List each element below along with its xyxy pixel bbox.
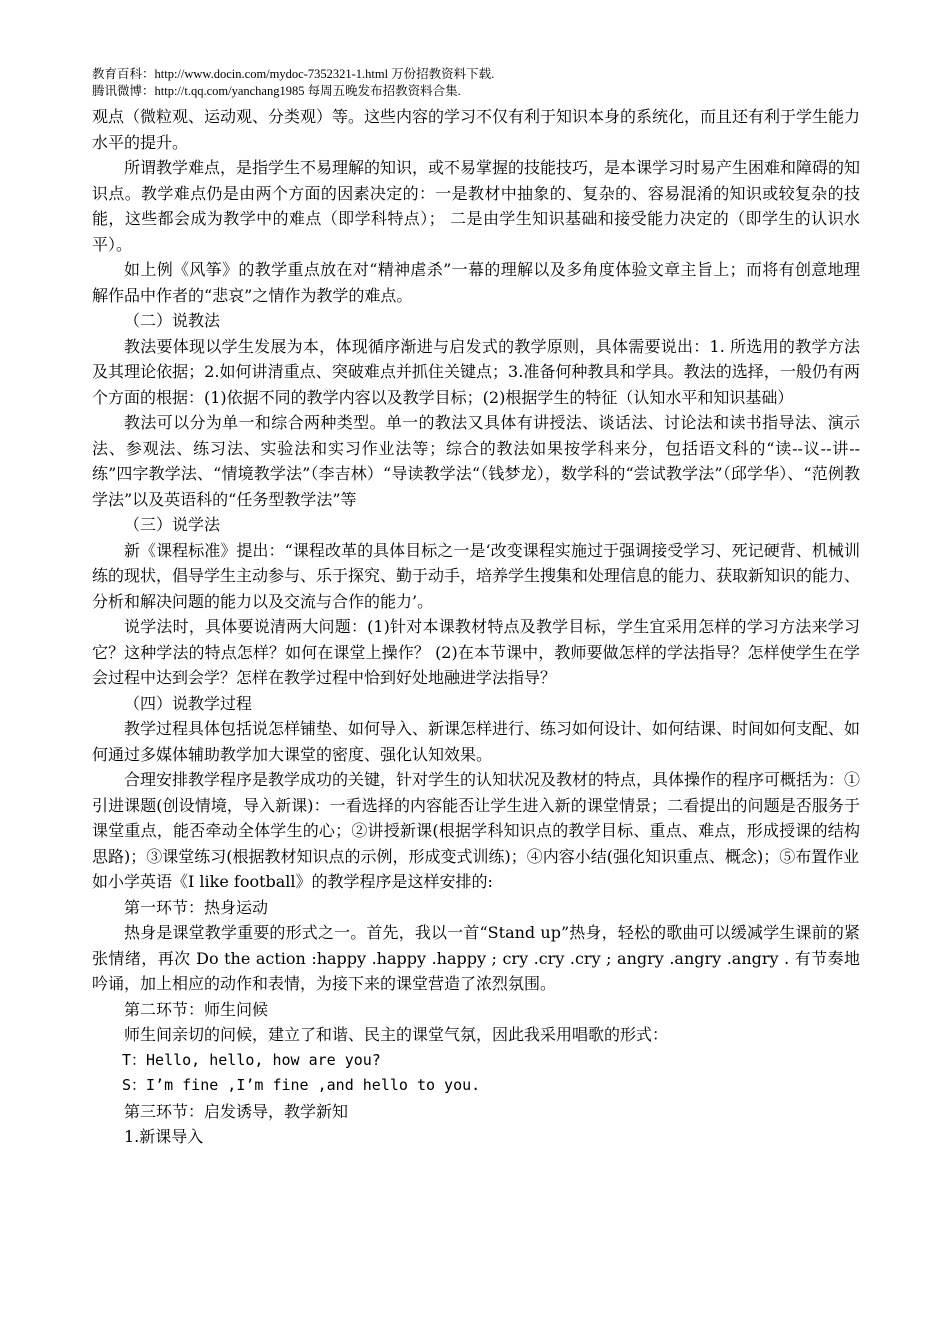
section-heading-teaching-process: （四）说教学过程 <box>124 693 253 713</box>
paragraph-process-steps: 合理安排教学程序是教学成功的关键，针对学生的认知状况及教材的特点，具体操作的程序可概括为：①引进课题(创设情境，导入新课)：一看选择的内容能否让学生进入新的课堂情景；二看提出的问题是否服务于课堂重点，能否牵动全体学生的心；②讲授新课(根据学科知识点的教学目标、重点、难点，形成授课的结构思路)；③课堂练习(根据教材知识点的示例，形成变式训练)；④内容小结(强化知识重点、概念)；⑤布置作业 <box>92 770 861 866</box>
paragraph-english-example: 如小学英语《I like football》的教学程序是这样安排的: <box>92 872 493 891</box>
paragraph-method-types: 教法可以分为单一和综合两种类型。单一的教法又具体有讲授法、谈话法、讨论法和读书指导法、演示法、参观法、练习法、实验法和实习作业法等；综合的教法如果按学科来分，包括语文科的“读--议--讲--练”四字教学法、“情境教学法”（李吉林）“导读教学法“（钱梦龙），数学科的“尝试教学法”（邱学华）、“范例教学法”以及英语科的“任务型教学法”等 <box>92 413 860 509</box>
document-body <box>92 104 860 1150</box>
paragraph-kite-example: 如上例《风筝》的教学重点放在对“精神虐杀”一幕的理解以及多角度体验文章主旨上；而将有创意地理解作品中作者的“悲哀”之情作为教学的难点。 <box>92 260 860 305</box>
paragraph-learning-method-questions: 说学法时，具体要说清两大问题：(1)针对本课教材特点及教学目标，学生宜采用怎样的学习方法来学习它？这种学法的特点怎样？如何在课堂上操作？ (2)在本节课中，教师要做怎样的学法指导？怎样使学生在学会过程中达到会学？怎样在教学过程中恰到好处地融进学法指导？ <box>92 617 860 687</box>
page-header <box>92 66 892 100</box>
step-heading-new-knowledge: 第三环节：启发诱导，教学新知 <box>124 1101 349 1121</box>
dialogue-teacher-line: T：Hello, hello, how are you? <box>122 1050 381 1069</box>
header-line-docin: 教育百科：http://www.docin.com/mydoc-7352321-1.html 万份招教资料下载. <box>92 67 495 81</box>
step-heading-greeting: 第二环节：师生问候 <box>124 999 269 1019</box>
section-heading-teaching-methods: （二）说教法 <box>124 311 221 330</box>
paragraph-warmup: 热身是课堂教学重要的形式之一。首先，我以一首“Stand up”热身，轻松的歌曲可以缓减学生课前的紧张情绪，再次 Do the action :happy .happy .happy ; cry .cry .cry ; angry .angry .angry . 有节奏地吟诵，加上相应的动作和表情，为接下来的课堂营造了浓烈氛围。 <box>92 923 860 993</box>
paragraph-curriculum-standard: 新《课程标准》提出：“课程改革的具体目标之一是‘改变课程实施过于强调接受学习、死记硬背、机械训练的现状，倡导学生主动参与、乐于探究、勤于动手，培养学生搜集和处理信息的能力、获取新知识的能力、分析和解决问题的能力以及交流与合作的能力’。 <box>92 540 861 611</box>
header-line-weibo: 腾讯微博：http://t.qq.com/yanchang1985 每周五晚发布招教资料合集. <box>92 84 461 98</box>
sub-heading-lesson-intro: 1.新课导入 <box>124 1127 204 1146</box>
paragraph-continuation: 观点（微粒观、运动观、分类观）等。这些内容的学习不仅有利于知识本身的系统化，而且还有利于学生能力水平的提升。 <box>92 107 861 152</box>
paragraph-process-contents: 教学过程具体包括说怎样铺垫、如何导入、新课怎样进行、练习如何设计、如何结课、时间如何支配、如何通过多媒体辅助教学加大课堂的密度、强化认知效果。 <box>92 719 861 764</box>
section-heading-learning-methods: （三）说学法 <box>124 515 221 534</box>
paragraph-difficulty-definition: 所谓教学难点，是指学生不易理解的知识，或不易掌握的技能技巧，是本课学习时易产生困难和障碍的知识点。教学难点仍是由两个方面的因素决定的：一是教材中抽象的、复杂的、容易混淆的知识或较复杂的技能，这些都会成为教学中的难点（即学科特点）； 二是由学生知识基础和接受能力决定的（即学生的认识水平）。 <box>92 158 861 254</box>
paragraph-teaching-methods: 教法要体现以学生发展为本，体现循序渐进与启发式的教学原则，具体需要说出：1. 所选用的教学方法及其理论依据；2.如何讲清重点、突破难点并抓住关键点；3.准备何种教具和学具。教法的选择，一般仍有两个方面的根据：(1)依据不同的教学内容以及教学目标；(2)根据学生的特征（认知水平和知识基础） <box>92 336 860 407</box>
step-heading-warmup: 第一环节：热身运动 <box>124 897 269 917</box>
dialogue-student-line: S：I’m fine ,I’m fine ,and hello to you. <box>122 1076 481 1094</box>
paragraph-greeting: 师生间亲切的问候，建立了和谐、民主的课堂气氛，因此我采用唱歌的形式： <box>124 1025 669 1044</box>
